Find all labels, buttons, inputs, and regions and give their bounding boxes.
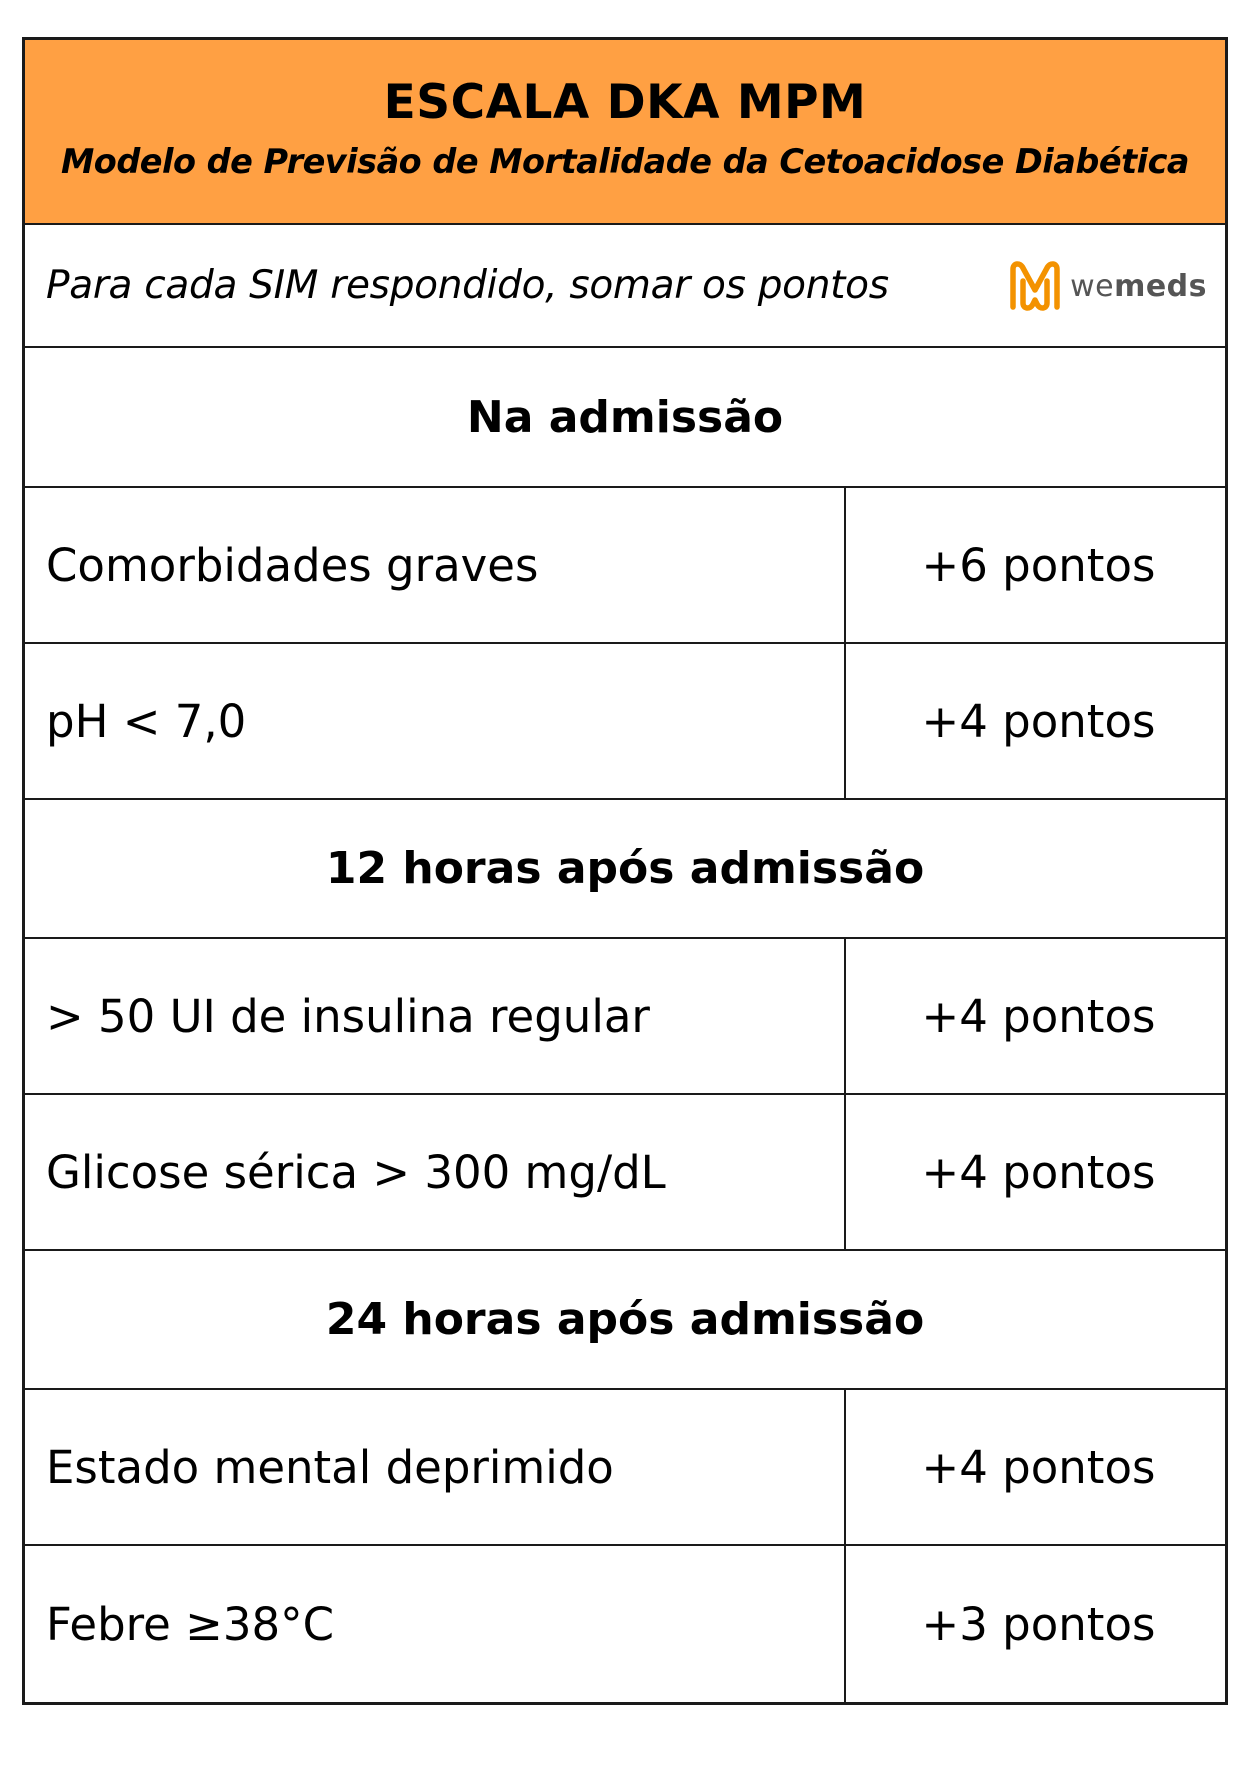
table-row (25, 644, 1225, 800)
points-cell (846, 488, 1225, 642)
points-cell (846, 939, 1225, 1093)
section-title: 24 horas após admissão (325, 1294, 925, 1345)
criterion-text: Estado mental deprimido (46, 1440, 614, 1494)
criterion-cell (25, 939, 846, 1093)
brand-logo (1006, 257, 1207, 315)
table-row (25, 1390, 1225, 1546)
criterion-cell (25, 644, 846, 798)
points-text: +3 pontos (921, 1597, 1156, 1651)
criterion-cell (25, 1095, 846, 1249)
brand-name-prefix: we (1070, 268, 1115, 304)
section-title: Na admissão (466, 391, 784, 443)
criterion-text: > 50 UI de insulina regular (46, 989, 650, 1043)
criterion-cell (25, 1390, 846, 1544)
section-header (25, 800, 1225, 939)
points-text: +6 pontos (921, 538, 1156, 592)
table-row (25, 1546, 1225, 1702)
section-header (25, 1251, 1225, 1390)
criterion-text: Febre ≥38°C (46, 1597, 335, 1651)
instruction-row (25, 225, 1225, 348)
points-cell (846, 1095, 1225, 1249)
criterion-cell (25, 1546, 846, 1702)
brand-name (1070, 268, 1207, 304)
wemeds-logo-icon (1006, 257, 1064, 315)
table-header (25, 40, 1225, 225)
criterion-cell (25, 488, 846, 642)
instruction-text: Para cada SIM respondido, somar os pontos (46, 263, 889, 308)
criterion-text: Glicose sérica > 300 mg/dL (46, 1145, 666, 1199)
table-title: ESCALA DKA MPM (383, 74, 867, 130)
dka-mpm-score-table (22, 37, 1228, 1705)
points-text: +4 pontos (921, 1145, 1156, 1199)
section-title: 12 horas após admissão (325, 843, 925, 894)
points-text: +4 pontos (921, 694, 1156, 748)
table-row (25, 939, 1225, 1095)
points-text: +4 pontos (921, 989, 1156, 1043)
section-header (25, 348, 1225, 488)
points-cell (846, 644, 1225, 798)
table-subtitle: Modelo de Previsão de Mortalidade da Cetoacidose Diabética (60, 142, 1190, 182)
points-cell (846, 1546, 1225, 1702)
table-row (25, 1095, 1225, 1251)
points-text: +4 pontos (921, 1440, 1156, 1494)
table-row (25, 488, 1225, 644)
points-cell (846, 1390, 1225, 1544)
brand-name-suffix: meds (1114, 268, 1207, 304)
criterion-text: Comorbidades graves (46, 538, 539, 592)
criterion-text: pH < 7,0 (46, 694, 247, 748)
